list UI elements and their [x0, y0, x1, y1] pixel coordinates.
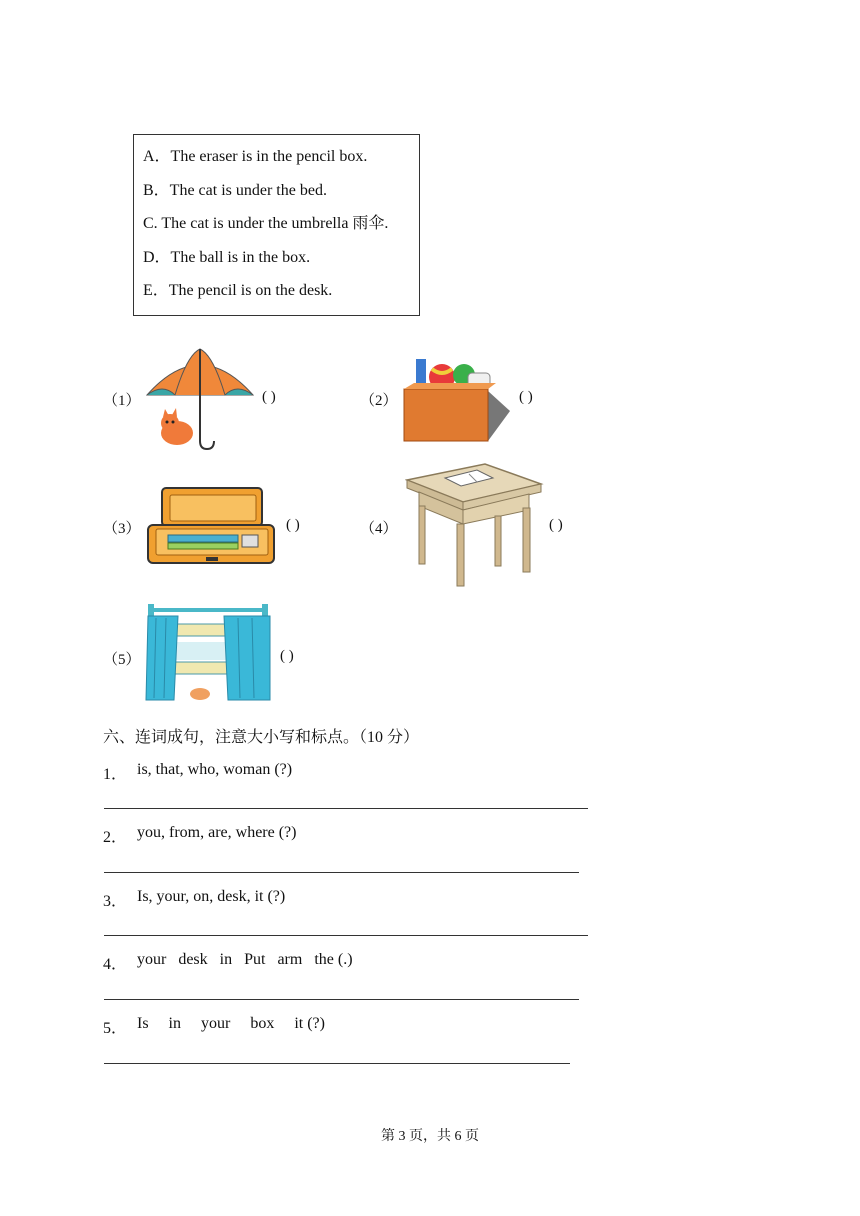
question-2-num: 2． [103, 829, 128, 846]
answer-line-5[interactable] [104, 1063, 570, 1064]
desk-icon [405, 462, 545, 590]
question-4-num: 4． [103, 956, 128, 973]
section-six-title: 六、连词成句，注意大小写和标点。（10 分） [103, 729, 420, 746]
question-3-num: 3． [103, 893, 128, 910]
question-4-words: your desk in Put arm the (.) [137, 951, 353, 968]
page-footer: 第 3 页，共 6 页 [381, 1129, 479, 1144]
option-b: B．The cat is under the bed. [143, 182, 327, 199]
picture-1-answer[interactable]: ( ) [262, 389, 276, 405]
picture-3-answer[interactable]: ( ) [286, 517, 300, 533]
question-5-words: Is in your box it (?) [137, 1015, 325, 1032]
question-2-words: you, from, are, where (?) [137, 824, 297, 841]
question-3-words: Is, your, on, desk, it (?) [137, 888, 286, 905]
answer-line-4[interactable] [104, 999, 579, 1000]
answer-line-3[interactable] [104, 935, 588, 936]
picture-5-label: （5） [103, 652, 141, 668]
options-box [133, 134, 420, 316]
picture-2-label: （2） [360, 393, 398, 409]
answer-line-1[interactable] [104, 808, 588, 809]
picture-4-label: （4） [360, 521, 398, 537]
picture-4-answer[interactable]: ( ) [549, 517, 563, 533]
umbrella-cat-icon [145, 345, 255, 455]
option-e: E．The pencil is on the desk. [143, 282, 333, 299]
question-5-num: 5． [103, 1020, 128, 1037]
answer-line-2[interactable] [104, 872, 579, 873]
question-1-num: 1． [103, 766, 128, 783]
question-1-words: is, that, who, woman (?) [137, 761, 293, 778]
picture-1-label: （1） [103, 393, 141, 409]
picture-2-answer[interactable]: ( ) [519, 389, 533, 405]
picture-5-answer[interactable]: ( ) [280, 648, 294, 664]
bunk-bed-icon [144, 602, 272, 704]
pencil-box-icon [146, 485, 276, 567]
option-d: D．The ball is in the box. [143, 249, 311, 266]
option-a: A．The eraser is in the pencil box. [143, 148, 368, 165]
option-c: C. The cat is under the umbrella 雨伞. [143, 215, 389, 232]
toy-box-icon [402, 353, 512, 445]
picture-3-label: （3） [103, 521, 141, 537]
